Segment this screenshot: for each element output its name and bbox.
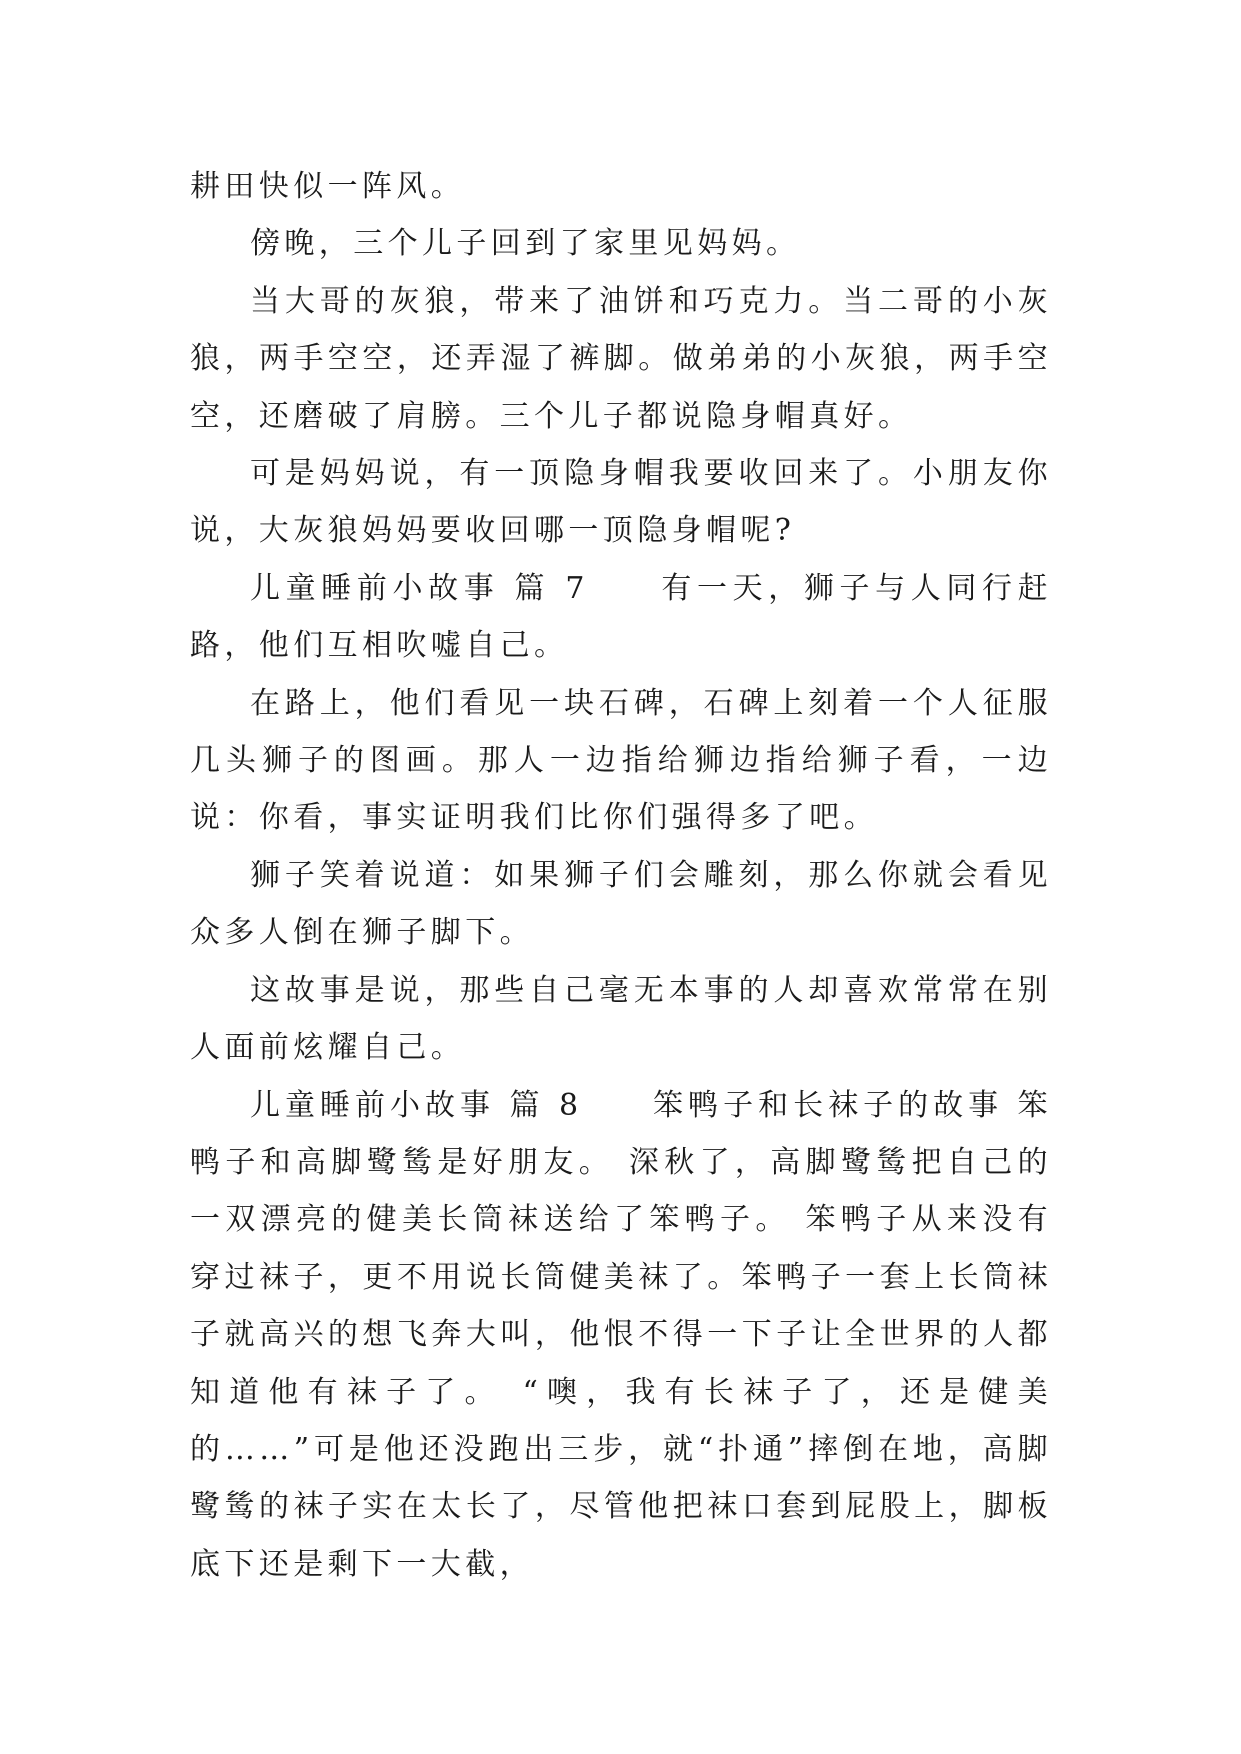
paragraph-3: 当大哥的灰狼，带来了油饼和巧克力。当二哥的小灰狼，两手空空，还弄湿了裤脚。做弟弟的小灰狼，两手空空，还磨破了肩膀。三个儿子都说隐身帽真好。: [190, 283, 1052, 434]
paragraph-8: 这故事是说，那些自己毫无本事的人却喜欢常常在别人面前炫耀自己。: [190, 972, 1052, 1066]
section-7-heading-paragraph: 儿童睡前小故事 篇 7 有一天，狮子与人同行赶路，他们互相吹嘘自己。: [190, 570, 1052, 664]
paragraph-7: 狮子笑着说道：如果狮子们会雕刻，那么你就会看见众多人倒在狮子脚下。: [190, 857, 1052, 951]
section-8-heading-paragraph: 儿童睡前小故事 篇 8 笨鸭子和长袜子的故事 笨鸭子和高脚鹭鸶是好朋友。 深秋了，高脚鹭鸶把自己的一双漂亮的健美长筒袜送给了笨鸭子。 笨鸭子从来没有穿过袜子，更不用说长筒健美袜了。笨鸭子一套上长筒袜子就高兴的想飞奔大叫，他恨不得一下子让全世界的人都知道他有袜子了。 “噢，我有长袜子了，还是健美的……”可是他还没跑出三步，就“扑通”摔倒在地，高脚鹭鸶的袜子实在太长了，尽管他把袜口套到屁股上，脚板底下还是剩下一大截，: [190, 1087, 1052, 1582]
paragraph-6: 在路上，他们看见一块石碑，石碑上刻着一个人征服几头狮子的图画。那人一边指给狮边指给狮子看，一边说：你看，事实证明我们比你们强得多了吧。: [190, 685, 1052, 836]
paragraph-1: 耕田快似一阵风。: [190, 169, 466, 204]
document-page: [190, 158, 1052, 1593]
paragraph-2: 傍晚，三个儿子回到了家里见妈妈。: [250, 226, 801, 262]
paragraph-4: 可是妈妈说，有一顶隐身帽我要收回来了。小朋友你说，大灰狼妈妈要收回哪一顶隐身帽呢?: [190, 456, 1052, 549]
